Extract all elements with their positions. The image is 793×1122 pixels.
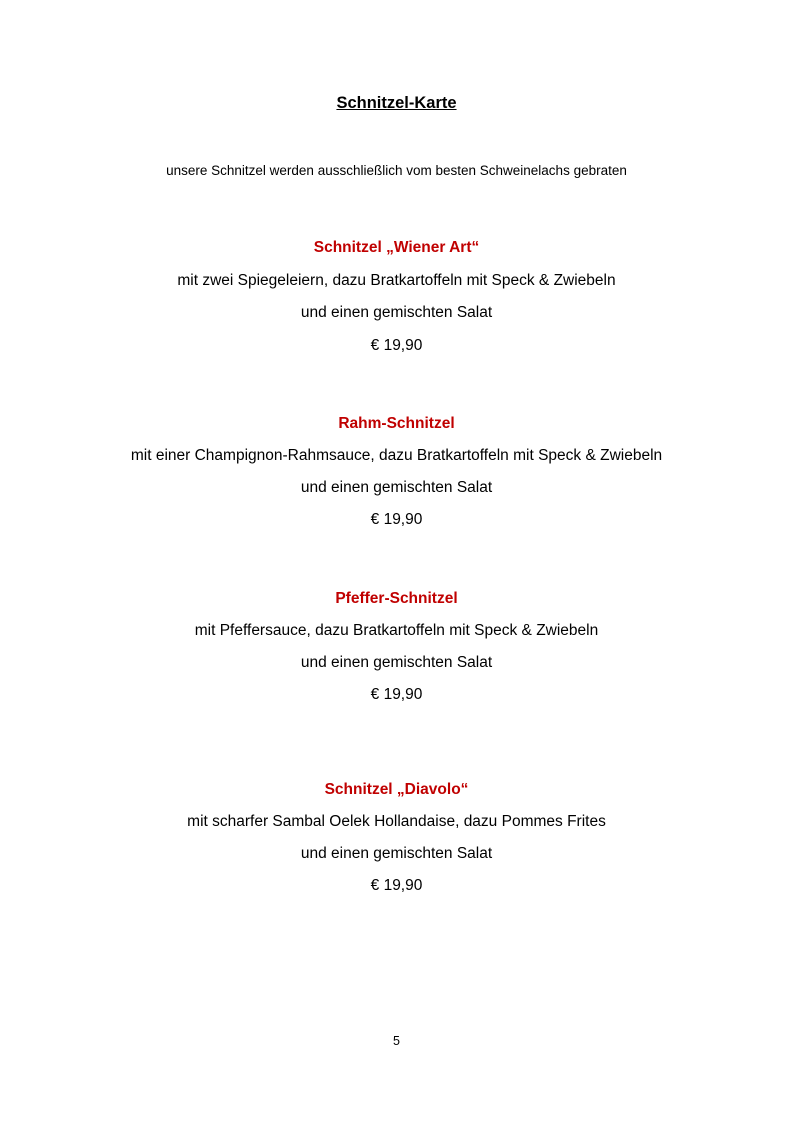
dish-description-rahm: mit einer Champignon-Rahmsauce, dazu Bratkartoffeln mit Speck & Zwiebeln <box>130 447 663 464</box>
dish-description-pfeffer: mit Pfeffersauce, dazu Bratkartoffeln mit Speck & Zwiebeln <box>194 622 599 639</box>
intro-text: unsere Schnitzel werden ausschließlich vom besten Schweinelachs gebraten <box>166 163 627 178</box>
dish-side-wiener-art: und einen gemischten Salat <box>300 304 493 321</box>
dish-name-wiener-art: Schnitzel „Wiener Art“ <box>313 239 480 256</box>
page-title: Schnitzel-Karte <box>336 94 457 112</box>
dish-price-pfeffer: € 19,90 <box>370 686 423 703</box>
dish-name-rahm: Rahm-Schnitzel <box>338 415 455 432</box>
dish-price-diavolo: € 19,90 <box>370 877 423 894</box>
dish-side-pfeffer: und einen gemischten Salat <box>300 654 493 671</box>
page-number: 5 <box>393 1034 400 1048</box>
dish-price-rahm: € 19,90 <box>370 511 423 528</box>
dish-price-wiener-art: € 19,90 <box>370 337 423 354</box>
dish-side-rahm: und einen gemischten Salat <box>300 479 493 496</box>
dish-name-pfeffer: Pfeffer-Schnitzel <box>335 590 458 607</box>
dish-name-diavolo: Schnitzel „Diavolo“ <box>324 781 469 798</box>
dish-side-diavolo: und einen gemischten Salat <box>300 845 493 862</box>
dish-description-diavolo: mit scharfer Sambal Oelek Hollandaise, dazu Pommes Frites <box>187 813 606 830</box>
dish-description-wiener-art: mit zwei Spiegeleiern, dazu Bratkartoffeln mit Speck & Zwiebeln <box>177 272 616 289</box>
